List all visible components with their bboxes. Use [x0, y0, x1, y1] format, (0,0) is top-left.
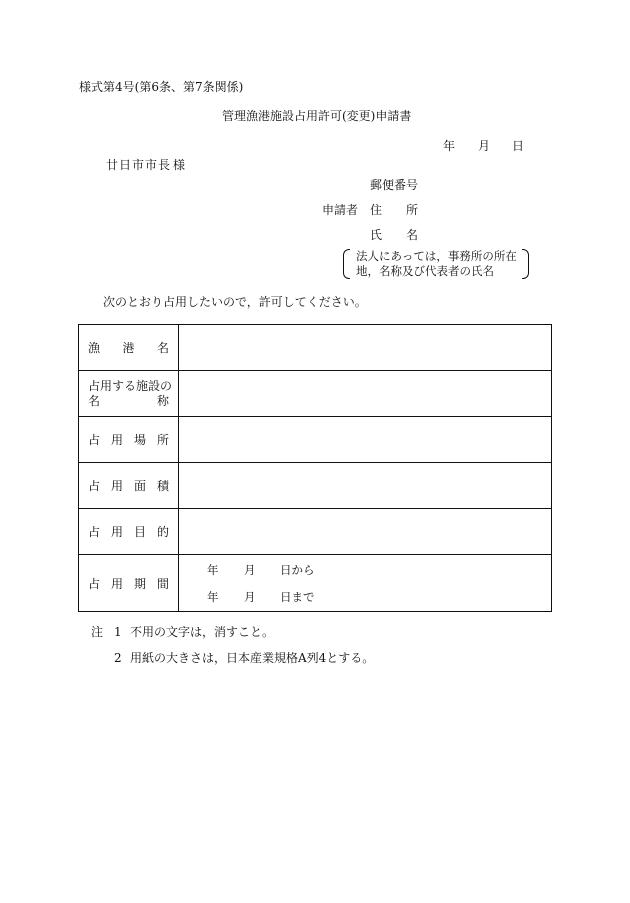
label-char: 積: [156, 479, 169, 493]
label-char: 期: [133, 576, 146, 591]
label-char: 的: [156, 525, 169, 539]
label-period: [79, 555, 179, 612]
addressee-name: 廿日市市長: [106, 158, 172, 172]
form-number: 様式第4号(第6条、第7条関係): [79, 80, 244, 94]
date-year-label: 年: [443, 139, 456, 153]
form-title: 管理漁港施設占用許可(変更)申請書: [222, 109, 412, 123]
name-label-2: 名: [406, 228, 419, 242]
period-from-day: 日から: [280, 563, 315, 577]
label-location: [79, 417, 179, 463]
applicant-label: 申請者: [322, 203, 359, 217]
period-from-year: 年: [207, 563, 219, 577]
label-char: 占: [88, 525, 101, 539]
postal-code-label: 郵便番号: [370, 178, 419, 192]
note-1-number: 1: [114, 625, 122, 639]
input-fishing-port[interactable]: [179, 325, 552, 371]
row-area: [79, 463, 552, 509]
application-table: [78, 324, 552, 612]
label-facility-name-line1: 占用する施設の: [88, 378, 173, 393]
addressee-suffix: 様: [173, 158, 186, 172]
bracket-left: [343, 249, 350, 279]
label-char: 名: [88, 393, 101, 408]
label-area: [79, 463, 179, 509]
label-char: 称: [156, 393, 169, 408]
label-facility-name: [79, 371, 179, 417]
label-char: 目: [133, 525, 146, 539]
period-to-day: 日まで: [280, 590, 315, 604]
label-char: 用: [110, 479, 123, 493]
label-char: 場: [133, 433, 146, 447]
label-char: 間: [156, 576, 169, 591]
bracket-right: [522, 249, 529, 279]
label-char: 名: [156, 341, 169, 355]
label-char: 用: [110, 576, 123, 591]
note-1-text: 不用の文字は，消すこと。: [130, 625, 275, 639]
row-purpose: [79, 509, 552, 555]
notes-prefix: 注: [91, 625, 104, 639]
corporate-note-line1: 法人にあっては，事務所の所在: [356, 249, 517, 263]
period-to-year: 年: [207, 590, 219, 604]
corporate-note: [343, 249, 529, 279]
row-facility-name: [79, 371, 552, 417]
row-fishing-port: [79, 325, 552, 371]
note-2-number: 2: [114, 651, 122, 665]
label-char: 漁: [88, 341, 101, 355]
label-char: 港: [122, 341, 135, 355]
label-char: 用: [110, 433, 123, 447]
label-char: 占: [88, 433, 101, 447]
period-from-month: 月: [244, 563, 256, 577]
label-fishing-port: [79, 325, 179, 371]
row-location: [79, 417, 552, 463]
date-day-label: 日: [512, 139, 525, 153]
address-label-1: 住: [370, 203, 383, 217]
label-char: 占: [88, 576, 101, 591]
label-char: 占: [88, 479, 101, 493]
label-char: 所: [156, 433, 169, 447]
label-purpose: [79, 509, 179, 555]
input-purpose[interactable]: [179, 509, 552, 555]
input-period[interactable]: [179, 555, 552, 612]
corporate-note-line2: 地，名称及び代表者の氏名: [356, 264, 494, 278]
input-facility-name[interactable]: [179, 371, 552, 417]
label-char: 面: [133, 479, 146, 493]
row-period: [79, 555, 552, 612]
input-area[interactable]: [179, 463, 552, 509]
input-location[interactable]: [179, 417, 552, 463]
note-2-text: 用紙の大きさは，日本産業規格A列4とする。: [130, 651, 375, 665]
date-month-label: 月: [478, 139, 491, 153]
period-to-month: 月: [244, 590, 256, 604]
name-label-1: 氏: [370, 228, 383, 242]
address-label-2: 所: [406, 203, 419, 217]
intro-text: 次のとおり占用したいので，許可してください。: [103, 295, 367, 309]
label-char: 用: [110, 525, 123, 539]
